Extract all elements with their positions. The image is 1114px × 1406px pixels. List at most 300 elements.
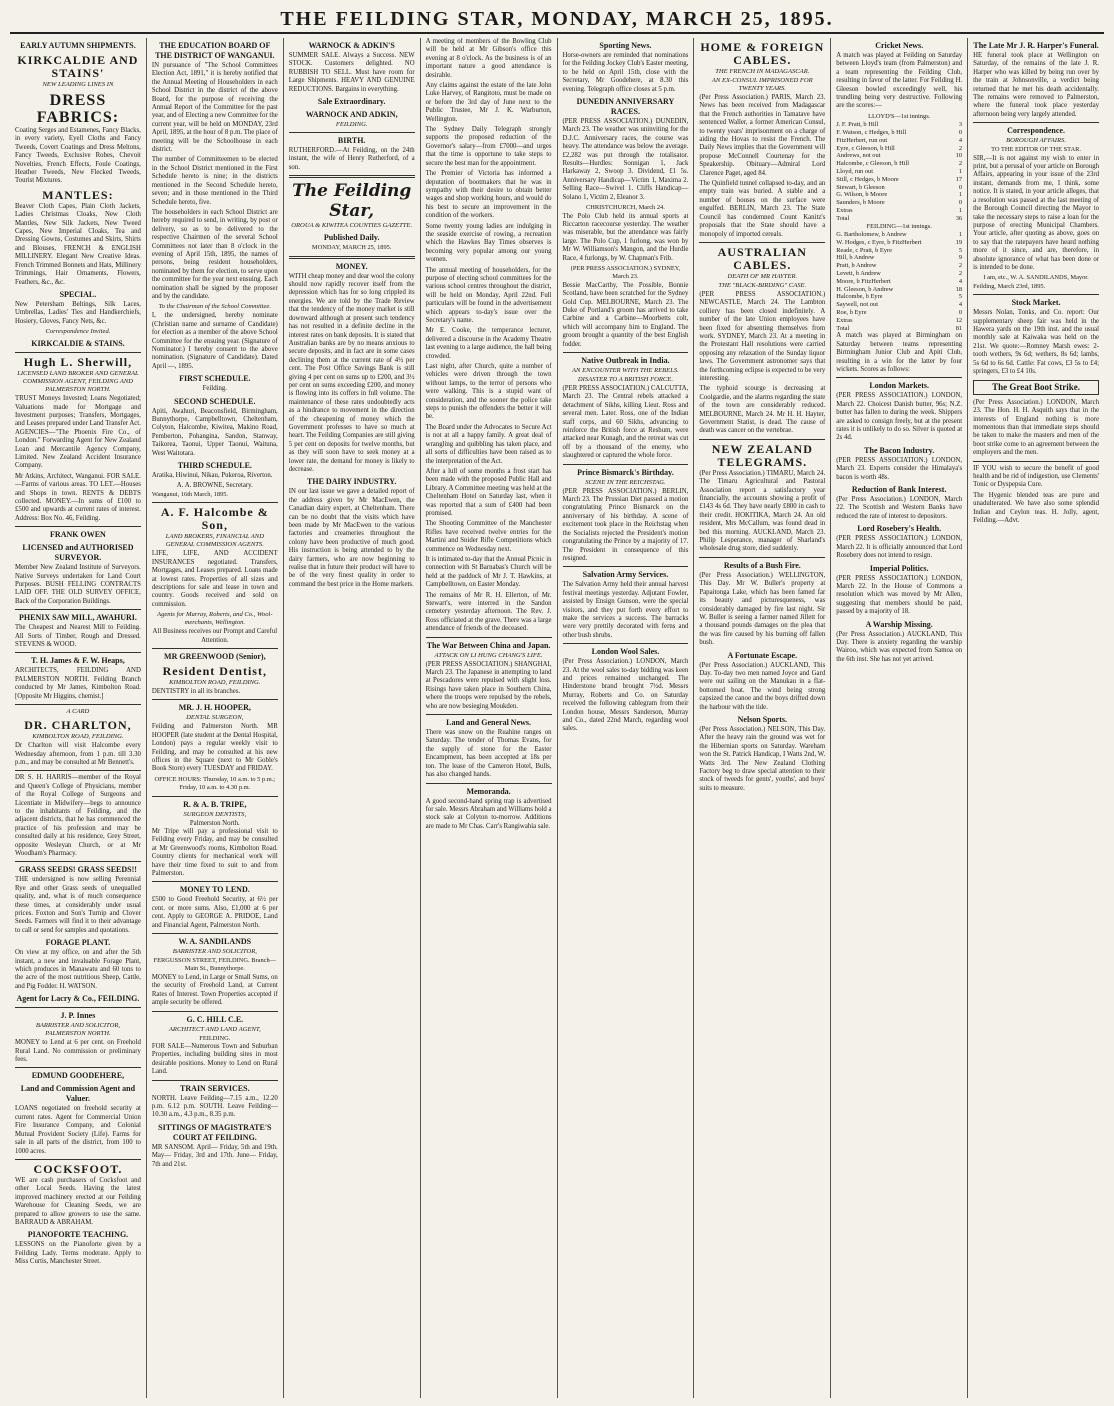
divider bbox=[699, 557, 825, 558]
sittings-heading: SITTINGS OF MAGISTRATE'S COURT AT FEILDING. bbox=[158, 1122, 272, 1142]
article-heading: Correspondence. bbox=[1007, 126, 1065, 136]
advert-text: Mr Tripe will pay a professional visit to Feilding every Friday, and may be consulted at Mr Greenwood's rooms, Kimbolton Road. Country clients for mechanical work will have their time fixed to suit to and from Palmerston. bbox=[151, 828, 278, 878]
advert-text: New Petersham Beltings, Silk Laces, Umbrellas, Ladies' Ties and Handkerchiefs, Hosiery, Gloves, Fancy Nets, &c. bbox=[15, 300, 141, 325]
signature: I am, etc., W. A. SANDILANDS, Mayor. bbox=[983, 274, 1089, 282]
column-3 bbox=[284, 38, 421, 1398]
sittings-text: MR SANSOM. April— Friday, 5th and 19th. May— Friday, 3rd and 17th. June— Friday, 7th and 21st. bbox=[151, 1143, 278, 1168]
divider bbox=[152, 1011, 278, 1012]
columns bbox=[10, 38, 1104, 1398]
article-heading: A Warship Missing. bbox=[865, 619, 933, 629]
news-item: After a lull of some months a frost start has been made with the proposed Public Hall and Library. A Committee meeting was held at the Cheltenham Hotel on Saturday last, when it was reported that a sum of £400 had been promised. bbox=[425, 467, 552, 517]
article-text: (Per Press Association.) LONDON, March 22. The Scottish and Western Banks have reduced the rate of interest to depositors. bbox=[836, 496, 963, 520]
advert-halcombe: A. F. Halcombe & Son, bbox=[160, 505, 269, 533]
score-row bbox=[836, 325, 962, 333]
article-sub: THE "BLACK-BIRDING" CASE. bbox=[718, 281, 807, 289]
score-row bbox=[836, 168, 962, 176]
column-4 bbox=[421, 38, 558, 1398]
article-sub: THE FRENCH IN MADAGASCAR. bbox=[715, 68, 810, 75]
batsman: Roe, b Eyre bbox=[836, 308, 867, 316]
advert-text: FOR SALE—Numerous Town and Suburban Properties, including building sites in most desirable positions. Money to Lend on Rural Land. bbox=[151, 1042, 278, 1076]
article-text: (Per Press Association.) LONDON, March 23. At the wool sales to-day bidding was keen and prices remained unchanged. The Hinderstone brand brought 7½d. Messrs Murray, Roberts and Co. on Saturday received the following cablegram from their London house, Messrs Sanderson, Murray and Co., dated 22nd March, regarding wool sales. bbox=[562, 658, 689, 733]
advert-mantles: MANTLES: bbox=[42, 187, 114, 202]
article-text: A match was played at Birmingham on Saturday between teams representing Birmingham Junior Club and Apiti Club, resulting in a win for the latter by four wickets. Scores as follows: bbox=[836, 332, 963, 373]
section-heading: HOME & FOREIGN CABLES. bbox=[700, 40, 825, 67]
masthead: THE FEILDING STAR, MONDAY, MARCH 25, 1895. bbox=[10, 6, 1104, 34]
divider bbox=[426, 714, 552, 715]
advert-sub: ARCHITECT AND LAND AGENT, bbox=[168, 1025, 261, 1033]
advert-firm: KIRKCALDIE AND STAINS' bbox=[17, 53, 139, 80]
scorecard-lloyds bbox=[836, 121, 962, 222]
article-heading: Nelson Sports. bbox=[737, 714, 787, 724]
advert-text: Beaver Cloth Capes, Plain Cloth Jackets, Ladies Christmas Cloaks, New Cloth Mantles, New Silk Jackets, New Tweed Capes, New Imperial Cloaks, Tea and Dressing Gowns, Costumes and Skirts, Shirts and Blouses, FRENCH & ENGLISH MILLINERY. Elegant New Creative Ideas. French Trimmed Bonnets and Hats, Millinery Trimmings, Hair Ornaments, Flowers, Feathers, &c., &c. bbox=[15, 202, 141, 286]
runs: 5 bbox=[958, 246, 963, 254]
score-row bbox=[836, 129, 962, 137]
birth-text: RUTHERFORD.—At Feilding, on the 24th instant, the wife of Henry Rutherford, of a son. bbox=[288, 147, 415, 171]
divider bbox=[15, 526, 141, 527]
advert-grass: GRASS SEEDS! GRASS SEEDS!! bbox=[18, 865, 137, 875]
score-row bbox=[836, 262, 962, 270]
score-row bbox=[836, 278, 962, 286]
article-heading: Prince Bismarck's Birthday. bbox=[577, 467, 674, 477]
article-text: (Per Press Association.) AUCKLAND, This Day. There is anxiety regarding the warship Wairoo, which was expected from Samoa on the 6th inst. She has not yet arrived. bbox=[836, 630, 963, 663]
runs: 81 bbox=[955, 324, 963, 332]
batsman: W. Hodges, c Eyre, b FitzHerbert bbox=[836, 238, 922, 246]
advert-card: A CARD bbox=[66, 708, 90, 716]
divider bbox=[289, 256, 415, 259]
article-text: (Per Press Association.) LONDON, March 23. The Hon. H. H. Asquith says that in the interests of England nothing is more momentous than that immediate steps should be taken to make the masters and men of the boot strike come to an agreement between the employers and the men. bbox=[973, 398, 1099, 457]
advert-hayes: T. H. James & F. W. Heaps, bbox=[31, 656, 125, 666]
runs: 2 bbox=[958, 144, 963, 152]
runs: 18 bbox=[955, 285, 963, 293]
schedule-heading: FIRST SCHEDULE. bbox=[179, 374, 251, 384]
advert-wa: WARNOCK AND ADKIN, bbox=[305, 110, 398, 120]
batsman: G. Wilson, b Moore bbox=[836, 191, 888, 199]
advert-owen: FRANK OWEN bbox=[50, 530, 106, 540]
runs: 0 bbox=[958, 129, 963, 137]
advert-phenix: PHENIX SAW MILL, AWAHURI. bbox=[19, 613, 137, 623]
schedule-text: Feilding. bbox=[202, 385, 227, 393]
advert-agent: Hugh L. Sherwill, bbox=[23, 355, 133, 370]
advert-text: The Cheapest and Nearest Mill to Feilding. All Sorts of Timber, Rough and Dressed. STEVENS & WOOD. bbox=[15, 624, 141, 649]
article-text: (PER PRESS ASSOCIATION.) DUNEDIN, March 23. The weather was uninviting for the D.J.C. Anniversary races, the course was heavy. The attendance was below the average. £2,282 was put through the totalisator. Results—Hurdles: Sonnigan 1, Jack Harkaway 2, Swoop 3. Dividend, £1 5s. Anniversary Handicap—Victim 1, Maxima 2. Selling Race—Swivel 1. Cliffs Handicap—Solano 1, Victim 2, Eleanor 3. bbox=[562, 118, 689, 201]
article-text: (PER PRESS ASSOCIATION.) LONDON, March 22. Choicest Danish butter, 96s; N.Z. butter has fallen to during the week. Shippers are asked to consign freely, but at the present rates it is unlikely to do so. Silver is quoted at 2s 4d. bbox=[836, 392, 963, 442]
runs: 10 bbox=[955, 152, 963, 160]
advert-text: Member New Zealand Institute of Surveyors. Native Surveys undertaken for Land Court Purposes. BUSH FELLING CONTRACTS LAID OFF. THE OLD SURVEY OFFICE, Back of the Corporation Buildings. bbox=[15, 564, 141, 605]
schedule-text: Aratika, Hiwinui, Nikau, Pukeroa, Riverton. bbox=[151, 472, 273, 480]
runs: 0 bbox=[958, 308, 963, 316]
article-sub: AN EX-CONSUL IMPRISONED FOR TWENTY YEARS. bbox=[711, 77, 813, 92]
innings-heading: LLOYD'S—1st innings. bbox=[868, 112, 931, 120]
advert-charlton-addr: KIMBOLTON ROAD, FEILDING. bbox=[32, 733, 124, 741]
news-item: Last night, after Church, quite a number of vehicles were driven through the town without lamps, to the terror of persons who were walking. This is a stupid want of consideration, and the sooner the police take steps to punish the offenders the better it will be. bbox=[425, 363, 552, 421]
article-text: The Salvation Army held their annual harvest festival meetings yesterday. Adjutant Fowler, assisted by Ensign Gunson, were the special visitors, and they put forth every effort to make the services a success. The barracks were very prettily decorated with ferns and other bush shrubs. bbox=[562, 581, 689, 639]
article-text: (PER PRESS ASSOCIATION.) NEWCASTLE, March 24. The Lambton colliery has been closed indefinitely. A number of the late Union employees have been fixed for absenting themselves from work. SYDNEY, March 23. At a meeting in the Protestant Hall resolutions were carried opposing any relaxation of the Sunday liquor laws. The Government astronomer says that the forthcoming eclipse is expected to be very interesting. bbox=[699, 290, 826, 382]
advert-hooper: MR. J. H. HOOPER, bbox=[178, 703, 251, 713]
article-sub: SCENE IN THE REICHSTAG. bbox=[585, 478, 666, 486]
advert-tripe: R. & A. B. TRIPE, bbox=[183, 799, 247, 809]
divider bbox=[152, 796, 278, 797]
column-8 bbox=[968, 38, 1104, 1398]
article-heading: London Markets. bbox=[869, 381, 929, 391]
batsman: Saunders, b Moore bbox=[836, 199, 885, 207]
advert-text: LIFE, LIFE, AND ACCIDENT INSURANCES negotiated. Transfers, Mortgages, and Leases prepared. Loans made at lowest rates. Properties of all sizes and descriptions for sale and lease in town and country. Goods received and sold on commission. bbox=[151, 550, 278, 608]
article-text: (Per Press Association.) AUCKLAND, This Day. To-day two men named Joyce and Gard were out sailing on the Manukau in a flat-bottomed boat. The wind being strong capsized the canoe and the boys drifted down the harbour with the tide. bbox=[699, 661, 826, 711]
advert-money: MONEY TO LEND. bbox=[179, 885, 250, 895]
advert-text: TRUST Moneys Invested; Loans Negotiated; Valuations made for Mortgage and Investment purposes; Transfers, Mortgages, and Leases prepared under Land Transfer Act. AGENCIES—"The Phoenix Fire Co., of London." Forwarding Agent for New Zealand Loan and Mercantile Agency Company, Limited. New Zealand Accident Insurance Company. bbox=[15, 395, 141, 470]
article-heading: Sporting News. bbox=[599, 41, 652, 50]
train-text: NORTH. Leave Feilding—7.15 a.m., 12.20 p.m. 6.12 p.m. SOUTH. Leave Feilding—10.30 a.m., 4.3 p.m., 8.35 p.m. bbox=[151, 1094, 278, 1119]
dateline: (PER PRESS ASSOCIATION.) SYDNEY, March 23. bbox=[570, 264, 681, 281]
advert-text: DENTISTRY in all its branches. bbox=[151, 687, 241, 695]
divider bbox=[563, 643, 689, 644]
article-heading: MONEY. bbox=[335, 261, 368, 271]
batsman: Lloyd, run out bbox=[836, 168, 873, 176]
batsman: Extras bbox=[836, 207, 853, 215]
advert-text: MONEY to Lend at 6 per cent. on Freehold Rural Land. No commission or preliminary fees. bbox=[15, 1039, 141, 1064]
news-item: Any claims against the estate of the late John Luke Harvey, of Rangitoto, must be made on or before the 3rd day of June next to the Public Trustee, Mr J. K. Warburton, Wellington. bbox=[425, 82, 552, 123]
news-item: The annual meeting of householders, for the purpose of electing school committees for the various school centres throughout the district, will be held on Monday, April 22nd. Full particulars will be found in the advertisement which appears to-day's issue over the Secretary's name. bbox=[425, 266, 552, 324]
advert-text: Mr Atkins, Architect, Wanganui. FOR SALE.—Farms of various areas. TO LET.—Houses and Shops in town. RENTS & DEBTS collected. MONEY.—In sums of £100 to £500 and upwards at current rates of interest. Address: Box No. 46, Feilding. bbox=[15, 472, 141, 522]
runs: 4 bbox=[958, 136, 963, 144]
news-item: Some twenty young ladies are indulging in the seaside exercise of rowing, a recreation which the Hawkes Bay Times observes is becoming very popular among our young women. bbox=[425, 222, 552, 264]
score-row bbox=[836, 247, 962, 255]
divider bbox=[699, 439, 825, 440]
batsman: H. Gleeson, b Andrew bbox=[836, 285, 894, 293]
advert-text: THE undersigned is now selling Perennial Rye and other Grass seeds of unequalled quality, and, what is of much consequence these times, at considerably under usual prices. Foxton and Son's Turnip and Clover Seeds. Farmers will find it to their advantage to call or send for samples and quotations. bbox=[15, 876, 141, 934]
advert-text: All Business receives our Prompt and Careful Attention. bbox=[152, 628, 278, 644]
advert-text: IF YOU wish to secure the benefit of good health and be rid of indigestion, use Clements' Tonic or Dyspepsia Cure. bbox=[973, 464, 1099, 489]
score-row bbox=[836, 184, 962, 192]
article-text: (Per Press Association.) PARIS, March 23. News has been received from Madagascar that the French authorities in Tamatave have sentenced Waller, a former American Consul, to twenty years' imprisonment on a charge of aiding the Hovas to resist the French. The Daily News implies that the Government will propose McConnell Courtenay for the Speakership. Obituary—Admiral Lord Clarence Paget, aged 84. bbox=[699, 94, 826, 177]
runs: 2 bbox=[958, 160, 963, 168]
article-heading: Cricket News. bbox=[875, 41, 924, 50]
paper-title: The Feilding Star, bbox=[292, 181, 412, 222]
divider bbox=[15, 861, 141, 862]
dateline: CHRISTCHURCH, March 24. bbox=[586, 204, 665, 212]
schedule-text: Apiti, Awahuri, Beaconsfield, Birmingham, Bunnythorpe, Campbelltown, Cheltenham, Colyton, Halcombe, Kiwitea, Makino Road, Pemberton, Pohangina, Sandon, Stanway, Taikorea, Taonui, Upper Taonui, Waituna, West Waitotara. bbox=[151, 407, 278, 457]
advert-addr: FEILDING. bbox=[199, 1034, 231, 1042]
divider bbox=[152, 699, 278, 700]
advert-charlton: DR. CHARLTON, bbox=[24, 718, 132, 733]
runs: 9 bbox=[958, 254, 963, 262]
score-row bbox=[836, 215, 962, 223]
column-2 bbox=[147, 38, 284, 1398]
runs: 1 bbox=[958, 207, 963, 215]
divider bbox=[15, 1007, 141, 1008]
advert-text: OFFICE HOURS: Thursday, 10 a.m. to 5 p.m.; Friday, 10 a.m. to 4.30 p.m. bbox=[154, 775, 276, 792]
runs: 3 bbox=[958, 121, 963, 129]
dateline: Feilding, March 23rd, 1895. bbox=[973, 282, 1046, 290]
article-text: IN our last issue we gave a detailed report of the address given by Mr MacEwen, the Canadian dairy expert, at Cheltenham. There can be no doubt that the visits which have been made by Mr MacEwen to the various factories and creameries throughout the colony have been productive of much good. His instruction is being attended to by the dairy farmers, who are now beginning to realise that in future their product will have to be of the very finest quality in order to command the best price in the Home markets. bbox=[288, 488, 415, 588]
score-row bbox=[836, 309, 962, 317]
runs: 2 bbox=[958, 270, 963, 277]
article-text: (Per Press Association.) TIMARU, March 24. The Timaru Agricultural and Pastoral Association report a satisfactory year financially, the accounts showing a profit of £143 4s 6d. They have nearly £800 in cash to their credit. HOKITIKA, March 24. An old resident, Mrs McCallum, was found dead in bed this morning. AUCKLAND, March 23. Philip Lesperance, manager of Sharland's wholesale drug store, died suddenly. bbox=[699, 469, 826, 553]
score-row bbox=[836, 152, 962, 160]
advert-forage: FORAGE PLANT. bbox=[45, 938, 111, 948]
batsman: Halcombe, b Eyre bbox=[836, 293, 883, 301]
score-row bbox=[836, 145, 962, 153]
score-row bbox=[836, 191, 962, 199]
runs: 4 bbox=[958, 277, 963, 285]
divider bbox=[563, 352, 689, 353]
advert-cocksfoot: COCKSFOOT. bbox=[33, 1161, 123, 1176]
article-text: (PER PRESS ASSOCIATION.) CALCUTTA, March 23. The Central rebels attacked a detachment of Sikhs, killing Lieut. Ross and several men. Later. Ross, one of the Indian staff corps, and 60 Sikhs, advancing to reinforce the British force at Reshum, were attacked near Kunagh, and the retreat was cut off by a thousand of the enemy, who slaughtered or captured the whole force. bbox=[562, 385, 689, 460]
article-heading: Results of a Bush Fire. bbox=[723, 560, 801, 570]
batsman: G. Bartholomew, b Andrew bbox=[836, 231, 907, 239]
score-row bbox=[836, 317, 962, 325]
advert-special: SPECIAL. bbox=[59, 289, 97, 299]
score-row bbox=[836, 270, 962, 278]
divider bbox=[15, 704, 141, 705]
article-text: (Per Press Association.) WELLINGTON, This Day. Mr W. Buller's property at Papaitonga Lake, which has been famed far its beauty and picturesqueness, was considerably damaged by fire last night. Sir W. Buller is seeing a farmer named Jillett for a thousand pounds damages on the plea that the was fire caused by his burning off fallen bush. bbox=[699, 571, 826, 647]
score-row bbox=[836, 231, 962, 239]
article-text: WITH cheap money and dear wool the colony should now rapidly recover itself from the depression which has for so long crippled its energies. We are told by the Trade Review that the tendency of the money market is still downward although at present such tendency has not resulted in a definite decline in the interest rates on bank deposits. It is stated that Australian banks are by no means anxious to secure deposits, and in fact are in some cases declining them at the current rate of 4½ per cent. The Post Office Savings Bank is still giving 4 per cent on sums up to £200, and 3½ per cent on sums exceeding £200, and money is flowing into its coffers in full volume. The maintenance of these rates undoubtedly acts as a hindrance to movement in the direction of the cheapening of money which the Government professes to have so much at heart. The Feilding Companies are still giving 5 per cent on deposits for twelve months, but as they will soon have to seek money at a lower rate, the demand for money is likely to decrease. bbox=[288, 272, 415, 473]
score-row bbox=[836, 137, 962, 145]
train-heading: TRAIN SERVICES. bbox=[180, 1083, 250, 1093]
birth-heading: BIRTH. bbox=[337, 136, 366, 146]
runs: 1 bbox=[958, 191, 963, 199]
runs: 1 bbox=[958, 231, 963, 239]
schedule-heading: SECOND SCHEDULE. bbox=[174, 396, 256, 406]
divider bbox=[289, 132, 415, 133]
advert-sub: DENTAL SURGEON, bbox=[186, 714, 244, 722]
divider bbox=[973, 294, 1099, 295]
batsman: Hill, b Andrew bbox=[836, 254, 875, 262]
advert-addr: FEILDING. bbox=[335, 121, 368, 129]
batsman: FitzHerbert, run out bbox=[836, 136, 888, 144]
advert-goodehere: EDMUND GOODEHERE, bbox=[31, 1071, 125, 1081]
article-text: Bessie MacCarthy, The Possible, Bonnie Scotland, have been scratched for the Sydney Gold Cup. MELBOURNE, March 23. The Duke of Portland's groom has arrived to take Carbine and a Carbine—Moorbetts colt, which will accompany him to England. The groom brought a quantity of the best English fodder. bbox=[562, 281, 689, 348]
advert-text: LOANS negotiated on freehold security at current rates. Agent for Commercial Union Fire Insurance Company, and Colonial Mutual Provident Society (Life). Farms for sale in all parts of the district, from 100 to 1000 acres. bbox=[15, 1105, 141, 1155]
divider bbox=[152, 648, 278, 649]
article-text: The typhoid scourge is decreasing at Coolgardie, and the alarms regarding the state of the town are considerably reduced. MELBOURNE, March 24. Mr H. H. Hayter, Government Statist, is dead. The cause of death was cancer on the vertebrae. bbox=[699, 385, 826, 435]
score-row bbox=[836, 293, 962, 301]
article-text: (PER PRESS ASSOCIATION.) LONDON, March 22. It is officially announced that Lord Rosebery does not intend to resign. bbox=[836, 535, 963, 560]
batsman: J. F. Pratt, b Hill bbox=[836, 121, 879, 129]
batsman: F. Watson, c Hedges, b Hill bbox=[836, 129, 907, 137]
paper-sub: OROUA & KIWITEA COUNTIES GAZETTE. bbox=[291, 222, 413, 230]
runs: 1 bbox=[958, 168, 963, 176]
column-6 bbox=[694, 38, 831, 1398]
batsman: Halcombe, c Gleeson, b Hill bbox=[836, 160, 910, 168]
divider bbox=[152, 502, 278, 503]
advert-text: £500 to Good Freehold Security, at 6½ per cent. or more sums. Also, £1,000 at 6 per cent. Apply to GEORGE A. PRIDOE, Land and Financial Agent, Palmerston North. bbox=[151, 896, 278, 929]
advert-text: Feilding and Palmerston North. MR HOOPER (late student at the Dental Hospital, London) pays a regular weekly visit to Feilding, and may be consulted at his new offices in the Square (next to Mr Goble's Book Store) every TUESDAY and FRIDAY. bbox=[151, 723, 278, 773]
article-heading: Imperial Politics. bbox=[869, 563, 929, 573]
news-item: Mr E. Cooke, the temperance lecturer, delivered a discourse in the Academy Theatre last evening to a large audience, the hall being crowded. bbox=[425, 327, 552, 360]
batsman: Reade, c Pratt, b Eyre bbox=[836, 246, 892, 254]
scorecard-feilding bbox=[836, 231, 962, 332]
article-sub: AN ENCOUNTER WITH THE REBELS. bbox=[572, 367, 679, 374]
advert-sub: KIMBOLTON ROAD, FEILDING. bbox=[169, 678, 261, 686]
advert-dress: DRESS FABRICS: bbox=[36, 92, 120, 126]
column-5 bbox=[558, 38, 695, 1398]
score-row bbox=[836, 239, 962, 247]
article-heading: THE DAIRY INDUSTRY. bbox=[307, 477, 397, 487]
news-item: A meeting of members of the Bowling Club will be held at Mr Gibson's office this evening at 8 o'clock. As the business is of an important nature a good attendance is desirable. bbox=[425, 38, 552, 79]
article-heading: The Bacon Industry. bbox=[864, 445, 935, 455]
batsman: Still, c Hedges, b Moore bbox=[836, 175, 899, 183]
divider bbox=[563, 566, 689, 567]
article-heading: Native Outbreak in India. bbox=[581, 356, 670, 365]
article-heading: Lord Rosebery's Health. bbox=[857, 524, 942, 534]
article-sub: ATTACK ON LI HUNG CHANG'S LIFE. bbox=[434, 651, 543, 659]
divider bbox=[152, 933, 278, 934]
advert-sub: SURGEON DENTISTS, bbox=[183, 810, 247, 818]
batsman: Moore, b FitzHerbert bbox=[836, 277, 891, 285]
divider bbox=[836, 377, 962, 378]
article-heading: A Fortunate Escape. bbox=[727, 650, 798, 660]
batsman: Andrews, not out bbox=[836, 152, 881, 160]
section-heading: AUSTRALIAN CABLES. bbox=[717, 244, 807, 272]
divider bbox=[699, 242, 825, 243]
runs: 4 bbox=[958, 301, 963, 309]
divider bbox=[15, 1067, 141, 1068]
article-text: Horse-owners are reminded that nominations for the Feilding Jockey Club's Easter meeting, to be held on April 15th, close with the Secretary, Mr Goodehere, at 8.30 this evening. Telegraph office closes at 5 p.m. bbox=[562, 52, 689, 93]
article-sub: DISASTER TO A BRITISH FORCE. bbox=[577, 376, 673, 383]
runs: 19 bbox=[955, 238, 963, 246]
advert-sub: LAND BROKERS, FINANCIAL AND GENERAL COMMISSION AGENTS. bbox=[165, 533, 264, 549]
batsman: Pratt, b Andrew bbox=[836, 262, 877, 270]
advert-firm2: KIRKCALDIE & STAINS. bbox=[31, 339, 125, 349]
divider bbox=[15, 652, 141, 653]
notice-text: The householders in each School District are hereby required to send, in writing, by post or delivery, so as to be delivered to the respective Chairmen of the several School Committees not later than 8 o'clock in the evening of April 15th, 1895, the names of persons, being resident householders, nominated by them for election, to serve upon the committee for the year next ensuing. Each nomination shall be signed by the proposer and by the candidate. bbox=[151, 208, 278, 300]
advert-text: On view at my office, on and after the 5th instant, a new and invaluable Forage Plant, which produces in Manawatu and 60 tons to the acre of the most nutritious Sheep, Cattle, and Pig Fodder. H. WATSON. bbox=[15, 949, 141, 990]
advert-owen-title: LICENSED and AUTHORISED SURVEYOR. bbox=[22, 543, 134, 563]
advert-warnock: WARNOCK & ADKIN'S bbox=[308, 41, 395, 50]
divider bbox=[15, 770, 141, 771]
score-row bbox=[836, 160, 962, 168]
article-text: Messrs Nolan, Tonks, and Co. report: Our supplementary sheep fair was held in the Hawera yards on the 19th inst. and the usual monthly sale at Kaiwaka was held on the 21st. We quote:—Romney Marsh ewes: 2-tooth wethers, 9s 6d; wethers, 8s 6d; lambs, 5s 6d to 6s 6d. Cattle: Fat cows, £3 5s to £4; springers, £3 to £4 10s. bbox=[973, 309, 1099, 375]
advert-agents: Agents for Murray, Roberts, and Co., Wool-merchants, Wellington. bbox=[157, 611, 273, 627]
article-heading: Land and General News. bbox=[446, 718, 532, 728]
article-heading: Stock Market. bbox=[1011, 298, 1061, 308]
advert-agent2: Agent for Lacry & Co., FEILDING. bbox=[16, 994, 140, 1004]
advert-sub: BARRISTER AND SOLICITOR, PALMERSTON NORTH. bbox=[35, 1022, 121, 1038]
article-text: (PER PRESS ASSOCIATION.) LONDON, March 22. In the House of Commons a resolution which was moved by Mr Allen, suggesting that members should be paid, passed by a majority of 18. bbox=[836, 574, 963, 616]
article-text: (PER PRESS ASSOCIATION.) BERLIN, March 23. The Prussian Diet passed a motion congratulating Prince Bismarck on the anniversary of his birthday. A scene of excitement took place in the Reichstag when the Socialists rejected the President's motion congratulating the Prince by a majority of 17. The President in consequence of this resigned. bbox=[562, 487, 689, 562]
schedule-heading: THIRD SCHEDULE. bbox=[177, 461, 252, 471]
divider bbox=[563, 464, 689, 465]
advert-text: ARCHITECTS, FEILDING AND PALMERSTON NORTH. Feilding Branch conducted by Mr James, Kimbolton Road. [Opposite Mr Higgins, chemist.] bbox=[15, 667, 141, 700]
score-row bbox=[836, 254, 962, 262]
article-text: (Per Press Association.) NELSON, This Day. After the heavy rain the ground was wet for the Hibernian sports on Saturday. Wareham won the St. Patrick Handicap, I Watts 2nd, W. Watts 3rd. The New Zealand Clothing Factory beg to draw special attention to their stock of tweeds for gents', youths', and boys' suits to measure. bbox=[699, 725, 826, 792]
divider bbox=[15, 1159, 141, 1160]
advert-sub: NEW LEADING LINES IN bbox=[42, 81, 114, 88]
article-text: SIR,—It is not against my wish to enter in print, but a perusal of your article on Borough Affairs, appearing in your issue of the 23rd instant, demands from me, I think, some notice. It is stated, in your article alleges, that a resolution was passed at the last meeting of the Borough Council directing the Mayor to take the necessary steps to raise a loan for the purpose of erecting Municipal Chambers. Your article, after quoting as above, goes on to say that the ratepayers have heard nothing more of it since, and are, therefore, in absolute ignorance of what has been done or is intended to be done. bbox=[973, 154, 1099, 271]
runs: 36 bbox=[955, 214, 963, 222]
advert-addr: FERGUSSON STREET, FEILDING. Branch—Main St., Bunnythorpe. bbox=[153, 957, 277, 973]
advert-text: WE are cash purchasers of Cocksfoot and other Local Seeds. Having the latest improved machinery erected at our Feilding Warehouse for Cleaning Seeds, we are prepared to allow growers to use the same. BARRAUD & ABRAHAM. bbox=[15, 1176, 141, 1226]
news-item: The Sydney Daily Telegraph strongly supports the proposed reduction of the Governor's salary—from £7000—and urges that the time is opportune to take steps to secure the best man for the appointment. bbox=[425, 126, 552, 167]
article-text: (PER PRESS ASSOCIATION.) SHANGHAI, March 23. The Japanese in attempting to land at Pescadores were repulsed with slight loss. Risings have taken place in Southern China, where the troops were repulsed by the rebels, who are now besieging Moukden. bbox=[425, 660, 552, 710]
article-heading: DUNEDIN ANNIVERSARY RACES. bbox=[576, 97, 675, 117]
runs: 2 bbox=[958, 262, 963, 270]
advert-text: SUMMER SALE. Always a Success. NEW STOCK. Customers delighted. NO RUBBISH TO SELL. Must have room for Large Shipments. HEAVY AND GENUINE REDUCTIONS. Bargains in everything. bbox=[288, 52, 415, 93]
advert-corr: Correspondence Invited. bbox=[45, 328, 111, 336]
advert-innes: J. P. Innes bbox=[60, 1011, 96, 1021]
article-heading: London Wool Sales. bbox=[591, 647, 660, 657]
divider bbox=[289, 175, 415, 178]
article-text: There was snow on the Ruahine ranges on Saturday. The tender of Thomas Evans, for the supply of stone for the Easter Encampment, has been accepted at 18s per ton. The lease of the Cameron Hotel, Bulls, has also changed hands. bbox=[425, 729, 552, 779]
article-text: The Polo Club held its annual sports at Riccarton racecourse yesterday. The weather was miserable, but the attendance was fairly large. The Polo Cup, 1 furlong, was won by Mr W. Williamson's Mangon, and the Hurdle Race, 4 furlongs, by W. Chapman's Frib. bbox=[562, 212, 689, 262]
news-item: The Premier of Victoria has informed a deputation of bootmakers that he was in sympathy with their desire to obtain better wages and shop working hours, and would do his best to secure an improvement in the condition of the workers. bbox=[425, 170, 552, 220]
dateline: Wanganui, 16th March, 1895. bbox=[151, 490, 229, 498]
published: Published Daily. bbox=[323, 233, 380, 243]
runs: 0 bbox=[958, 183, 963, 191]
batsman: Stewart, b Gleeson bbox=[836, 183, 885, 191]
issue-date: MONDAY, MARCH 25, 1895. bbox=[311, 244, 392, 252]
article-text: A match was played at Feilding on Saturday between Lloyd's team (from Palmerston) and a team representing the Feilding Club, resulting in favor of the latter. For Feilding H. Gleeson bowled exceedingly well, his trundling being very destructive. Following are the scores:— bbox=[836, 52, 963, 110]
runs: 12 bbox=[955, 316, 963, 324]
score-row bbox=[836, 286, 962, 294]
article-heading: Memoranda. bbox=[466, 786, 511, 796]
divider bbox=[152, 1080, 278, 1081]
article-heading-boxed: The Great Boot Strike. bbox=[973, 380, 1099, 394]
divider bbox=[426, 637, 552, 638]
score-row bbox=[836, 176, 962, 184]
batsman: Eyre, c Gleeson, b Hill bbox=[836, 144, 895, 152]
article-heading: Reduction of Bank Interest. bbox=[851, 485, 947, 495]
advert-sub: Land and Commission Agent and Valuer. bbox=[20, 1084, 136, 1104]
batsman: Saywell, not out bbox=[836, 301, 878, 309]
advert-piano: PIANOFORTE TEACHING. bbox=[27, 1230, 129, 1240]
advert-text: Coating Serges and Estamenes, Fancy Blacks, in every variety, Eyell Cloths and Fancy Tweeds, Covert Coatings and Dress Meltons, Fancy Tweeds, Exclusive Robes, Chevoit Novelties, French Effects, Foule Coatings, Heather Tweeds, New Flecked Tweeds, Tourist Mixtures. bbox=[15, 127, 141, 185]
advert-sub: BARRISTER AND SOLICITOR, bbox=[172, 948, 257, 956]
advert-sandilands: W. A. SANDILANDS bbox=[178, 937, 252, 947]
article-heading: The War Between China and Japan. bbox=[426, 640, 551, 650]
article-text: The Quinfield tunnel collapsed to-day, and an empty train was buried. A stable and a number of houses on the surface were engulfed. BERLIN, March 23. The State Council has condemned Count Kanitz's proposals that the State should have a monopoly of imported cereals. bbox=[699, 180, 826, 238]
innings-heading: FEILDING—1st innings. bbox=[866, 222, 932, 230]
advert-text: DR S. H. HARRIS—member of the Royal and Queen's College of Physicians, member of the Royal College of Surgeons and Licentiate in Midwifery—begs to announce to the inhabitants of Feilding, and the adjacent districts, that he has commenced the practice of his profession and may be consulted daily at his residence, Grey Street, opposite Wesleyan Church, or at Mr Woodham's Pharmacy. bbox=[15, 774, 141, 857]
divider bbox=[15, 352, 141, 353]
batsman: Total bbox=[836, 324, 850, 332]
article-text: (PER PRESS ASSOCIATION.) LONDON, March 23. Experts consider the Himalaya's bacon is worth 48s. bbox=[836, 456, 963, 481]
advert-text: The Hygenic blended teas are pure and unadulterated. We have also some splendid Indian and Ceylon teas. H. Jolly, agent, Feilding.—Advt. bbox=[973, 491, 1099, 525]
batsman: Total bbox=[836, 214, 850, 222]
score-row bbox=[836, 301, 962, 309]
advert-cox: G. C. HILL C.E. bbox=[186, 1014, 244, 1024]
notice-form: To the Chairman of the School Committee. bbox=[158, 303, 272, 311]
news-item: It is intimated to-day that the Annual Picnic in connection with St Barnabas's Church will be held at the paddock of Mr J. T. Hawkins, at Campbelltown, on Easter Monday. bbox=[425, 555, 552, 589]
divider bbox=[152, 881, 278, 882]
heading: EARLY AUTUMN SHIPMENTS. bbox=[20, 41, 136, 50]
article-text: HE funeral took place at Wellington on Saturday, of the remains of the late J. R. Harper who was killed by being run over by the train at Johnsonville, a verdict being returned that he met his death accidentally. The remains were removed to Palmerston, where the funeral took place yesterday afternoon being very largely attended. bbox=[973, 52, 1099, 118]
runs: 0 bbox=[958, 199, 963, 207]
score-row bbox=[836, 207, 962, 215]
score-row bbox=[836, 199, 962, 207]
divider bbox=[15, 609, 141, 610]
divider bbox=[973, 461, 1099, 462]
advert-sale: Sale Extraordinary. bbox=[317, 97, 386, 107]
news-item: The remains of Mr R. H. Ellerton, of Mr. Stewart's, were interred in the Sandon cemetery yesterday afternoon. The Rev. J. Ross officiated at the grave. There was a large attendance of friends of the deceased. bbox=[425, 591, 552, 633]
runs: 5 bbox=[958, 293, 963, 301]
batsman: Levett, b Andrew bbox=[836, 270, 881, 277]
article-sub: DEATH OF MR HAYTER. bbox=[727, 272, 798, 280]
section-heading: NEW ZEALAND TELEGRAMS. bbox=[711, 441, 813, 469]
score-row bbox=[836, 121, 962, 129]
advert-dentist: MR GREENWOOD (Senior), bbox=[164, 651, 266, 661]
column-7 bbox=[831, 38, 968, 1398]
advert-text: MONEY to Lend, in Large or Small Sums, on the security of Freehold Land, at Current Rates of Interest. Town Properties accepted if ample security be offered. bbox=[151, 973, 278, 1007]
advert-sub: LICENSED LAND BROKER AND GENERAL COMMISSION AGENT, FEILDING AND PALMERSTON NORTH. bbox=[17, 370, 139, 394]
divider bbox=[426, 783, 552, 784]
batsman: Extras bbox=[836, 316, 853, 324]
signature: A. A. BROWNE, Secretary. bbox=[176, 482, 253, 490]
article-heading: The Late Mr J. R. Harper's Funeral. bbox=[973, 41, 1099, 50]
article-text: A good second-hand spring trap is advertised for sale. Messrs Abraham and Williams hold a stock sale at Colyton to-morrow. Additions are made to Mr Chas. Carr's Rangiwahia sale. bbox=[425, 797, 552, 830]
article-heading: Salvation Army Services. bbox=[582, 570, 669, 580]
